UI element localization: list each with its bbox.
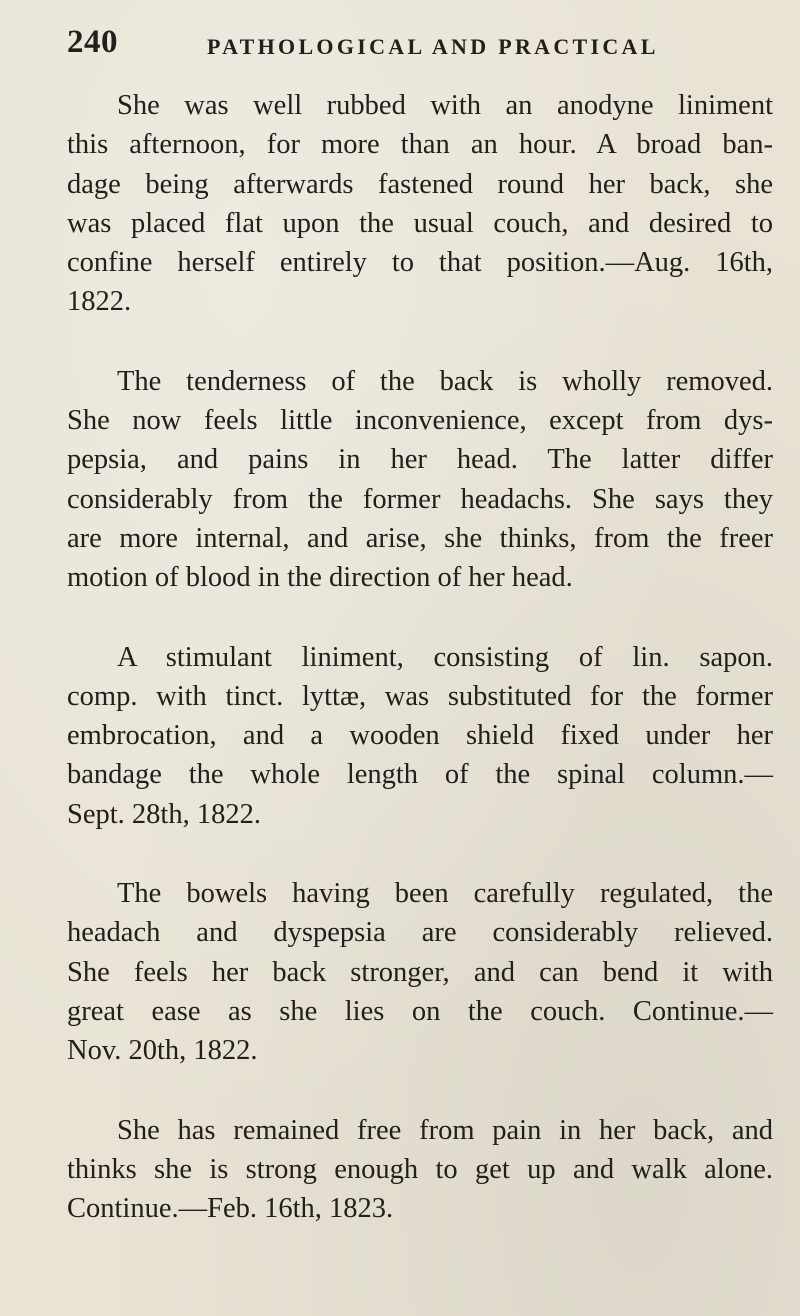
text-line: great ease as she lies on the couch. Continue.— [67, 995, 773, 1027]
text-line: She now feels little inconvenience, except from dys- [67, 405, 773, 437]
text-line: dage being afterwards fastened round her back, she [67, 168, 773, 200]
text-line: 1822. [67, 286, 132, 318]
page-number: 240 [67, 24, 118, 60]
paragraph-5 [67, 1111, 773, 1229]
running-head: PATHOLOGICAL AND PRACTICAL [207, 34, 659, 59]
text-line: She has remained free from pain in her back, and [117, 1114, 773, 1146]
text-line: A stimulant liniment, consisting of lin. sapon. [117, 641, 773, 673]
text-line: confine herself entirely to that position.—Aug. 16th, [67, 247, 773, 279]
text-line: headach and dyspepsia are considerably relieved. [67, 917, 773, 949]
text-line: was placed flat upon the usual couch, and desired to [67, 207, 773, 239]
text-line: The bowels having been carefully regulated, the [117, 878, 773, 910]
text-line: this afternoon, for more than an hour. A broad ban- [67, 129, 773, 161]
paragraph-2 [67, 362, 773, 598]
text-line: Nov. 20th, 1822. [67, 1035, 258, 1067]
text-line: are more internal, and arise, she thinks, from the freer [67, 522, 773, 554]
text-line: The tenderness of the back is wholly removed. [117, 365, 773, 397]
text-line: considerably from the former headachs. She says they [67, 483, 773, 515]
text-line: thinks she is strong enough to get up and walk alone. [67, 1153, 773, 1185]
paragraph-1 [67, 86, 773, 322]
body-text [67, 86, 773, 1268]
text-line: embrocation, and a wooden shield fixed under her [67, 720, 773, 752]
text-line: She was well rubbed with an anodyne liniment [117, 90, 773, 121]
paragraph-4 [67, 874, 773, 1070]
text-line: Continue.—Feb. 16th, 1823. [67, 1193, 394, 1225]
text-line: She feels her back stronger, and can bend it with [67, 956, 773, 988]
text-line: motion of blood in the direction of her head. [67, 562, 573, 594]
text-line: comp. with tinct. lyttæ, was substituted for the former [67, 680, 773, 712]
page-header [67, 24, 767, 64]
text-line: Sept. 28th, 1822. [67, 798, 261, 830]
paragraph-3 [67, 638, 773, 834]
text-line: bandage the whole length of the spinal column.— [67, 759, 773, 791]
text-line: pepsia, and pains in her head. The latter differ [67, 444, 773, 476]
